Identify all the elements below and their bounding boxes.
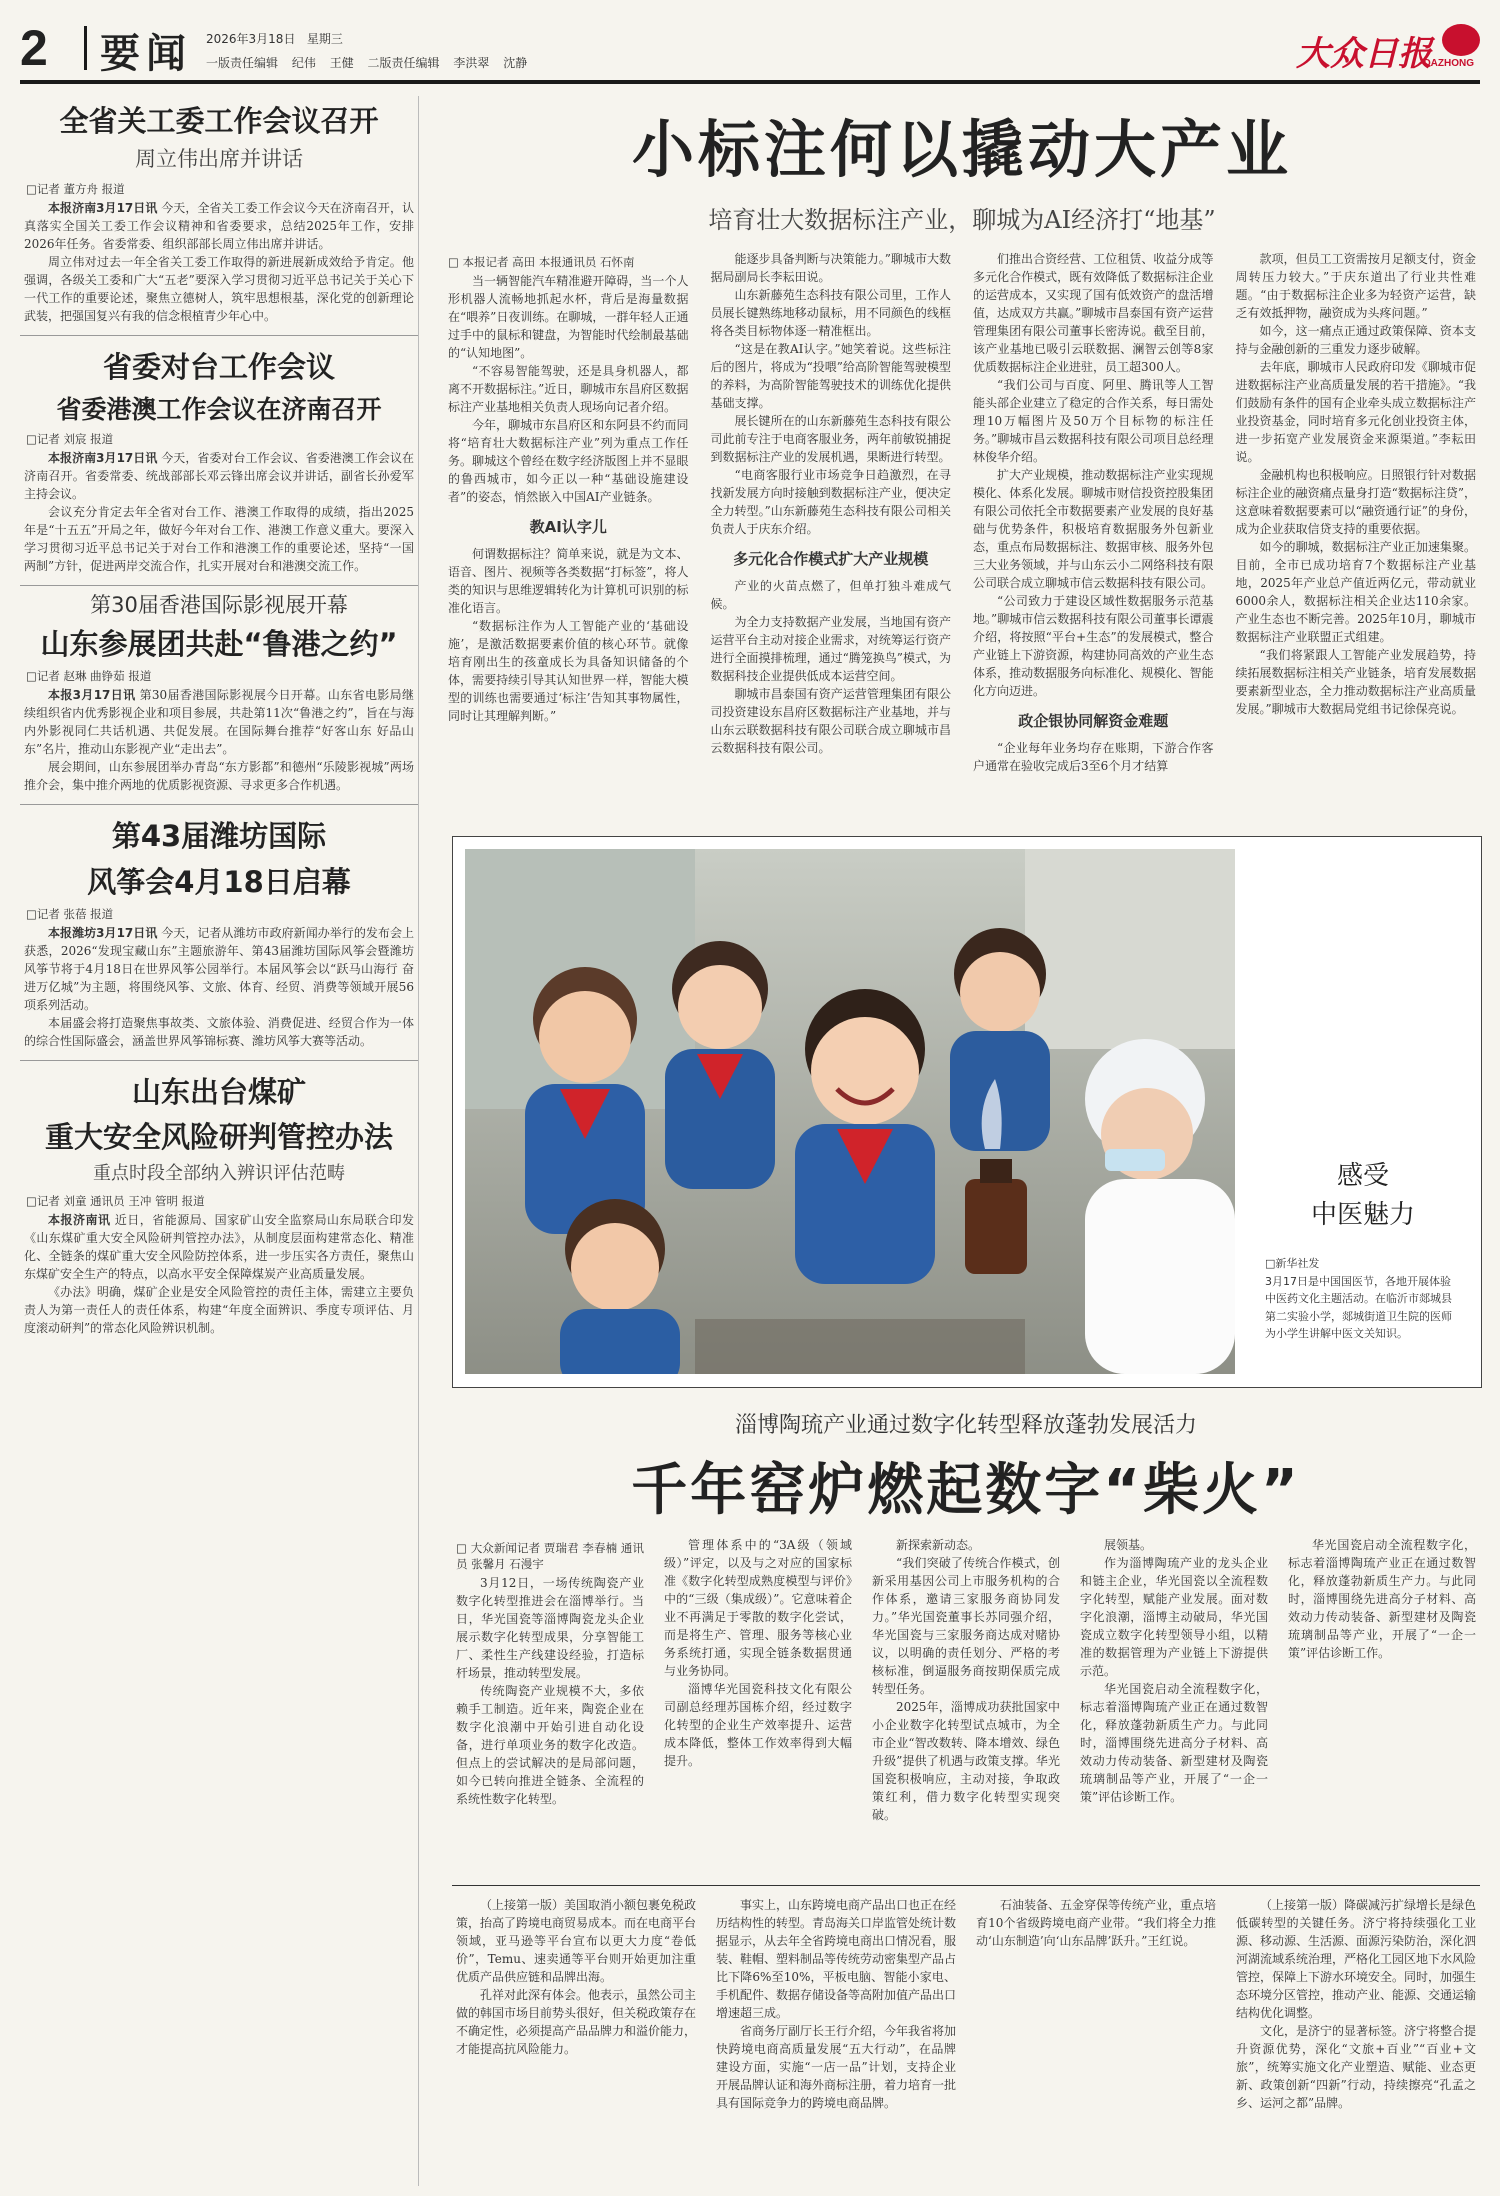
lead-subheadline: 培育壮大数据标注产业，聊城为AI经济打“地基” bbox=[708, 206, 1216, 234]
lead-headline: 小标注何以撬动大产业 bbox=[631, 113, 1292, 186]
article-paragraph: 去年底，聊城市人民政府印发《聊城市促进数据标注产业高质量发展的若干措施》。“我们鼓励有条件的国有企业牵头成立数据标注产业投资基金，同时培育多元化创业投资主体，进一步拓宽产业发展资金来源渠道。”李耘田说。 bbox=[1235, 360, 1476, 464]
photo-caption-title bbox=[1273, 1157, 1453, 1235]
article-paragraph: 今天，全省关工委工作会议今天在济南召开，认真落实全国关工委工作会议精神和省委要求，总结2025年工作，安排2026年任务。省委常委、组织部部长周立伟出席并讲话。 bbox=[24, 201, 414, 252]
feature-byline: □ 大众新闻记者 贾瑞君 李春楠 通讯员 张馨月 石漫宇 bbox=[456, 1541, 644, 1571]
article-body bbox=[24, 686, 414, 794]
article-paragraph: 会议充分肯定去年全省对台工作、港澳工作取得的成绩，指出2025年是“十五五”开局之年，做好今年对台工作、港澳工作意义重大。要深入学习贯彻习近平总书记关于对台工作和港澳工作的重要论述，坚持“一国两制”方针，促进两岸交流合作，扎实开展对台和港澳交流工作。 bbox=[24, 505, 414, 574]
article-byline: □记者 刘童 通讯员 王冲 管明 报道 bbox=[26, 1194, 205, 1209]
article-paragraph: “企业每年业务均存在账期，下游合作客户通常在验收完成后3至6个月才结算 bbox=[973, 741, 1214, 773]
article-title: 山东出台煤矿 bbox=[131, 1074, 306, 1109]
photo-caption-text: 3月17日是中国国医节，各地开展体验中医药文化主题活动。在临沂市郯城县第二实验小学，郯城街道卫生院的医师为小学生讲解中医文关知识。 bbox=[1265, 1274, 1452, 1341]
lead-byline: □ 本报记者 高田 本报通讯员 石怀南 bbox=[448, 255, 635, 269]
article-kite-festival bbox=[20, 811, 418, 1049]
continuation-column-3 bbox=[976, 1896, 1216, 2186]
article-paragraph: 孔祥对此深有体会。他表示，虽然公司主做的韩国市场目前势头很好，但关税政策存在不确定性，必须提高产品品牌力和溢价能力，才能提高抗风险能力。 bbox=[456, 1988, 696, 2056]
lead-section-heading: 教AI认字儿 bbox=[529, 518, 607, 536]
feature-column-5 bbox=[1288, 1536, 1476, 1870]
article-paragraph: 当一辆智能汽车精准避开障碍，当一个人形机器人流畅地抓起水杯，背后是海量数据在“喂养”日夜训练。在聊城，一群年轻人正通过手中的鼠标和键盘，为智能时代绘制最基础的“认知地图”。 bbox=[448, 274, 689, 360]
article-paragraph: “公司致力于建设区域性数据服务示范基地。”聊城市信云数据科技有限公司董事长谭震介绍，将按照“平台+生态”的发展模式，整合产业链上下游资源，构建协同高效的产业生态体系，推动数据服务向标准化、规模化、智能化方向迈进。 bbox=[973, 594, 1214, 698]
newspaper-brand-en: DAZHONG bbox=[1423, 58, 1474, 69]
article-paragraph: 今年，聊城市东昌府区和东阿县不约而同将“培育壮大数据标注产业”列为重点工作任务。聊城这个曾经在数字经济版图上并不显眼的鲁西城市，如今正以一种“基础设施建设者”的姿态，悄然嵌入中国AI产业链条。 bbox=[448, 418, 689, 504]
article-paragraph: 周立伟对过去一年全省关工委工作取得的新进展新成效给予肯定。他强调，各级关工委和广大“五老”要深入学习贯彻习近平总书记关于关心下一代工作的重要论述，聚焦立德树人，筑牢思想根基，深化党的创新理论武装，把强国复兴有我的信念根植青少年心中。 bbox=[24, 255, 414, 324]
article-subtitle: 周立伟出席并讲话 bbox=[135, 147, 303, 172]
article-paragraph: 文化，是济宁的显著标签。济宁将整合提升资源优势，深化“文旅+百业”“百业+文旅”，统筹实施文化产业塑造、赋能、业态更新、政策创新“四新”行动，持续擦亮“孔孟之乡、运河之都”品牌。 bbox=[1236, 2024, 1476, 2110]
lead-story bbox=[444, 100, 1480, 820]
article-paragraph: 款项，但员工工资需按月足额支付，资金周转压力较大。”于庆东道出了行业共性难题。“由于数据标注企业多为轻资产运营，缺乏有效抵押物，融资成为头疼问题。” bbox=[1235, 252, 1476, 320]
article-paragraph: 《办法》明确，煤矿企业是安全风险管控的责任主体，需建立主要负责人为第一责任人的责任体系，构建“年度全面辨识、季度专项评估、月度滚动研判”的常态化风险辨识机制。 bbox=[24, 1285, 414, 1336]
article-subtitle: 重点时段全部纳入辨识评估范畴 bbox=[93, 1163, 345, 1185]
section-name: 要闻 bbox=[100, 31, 192, 77]
article-paragraph: 山东新藤苑生态科技有限公司里，工作人员展长键熟练地移动鼠标，用不同颜色的线框将各类目标物体逐一精准框出。 bbox=[710, 288, 951, 338]
article-paragraph: 3月12日，一场传统陶瓷产业数字化转型推进会在淄博举行。当日，华光国瓷等淄博陶瓷龙头企业展示数字化转型成果，分享智能工厂、柔性生产线建设经验，打造标杆场景，推动转型发展。 bbox=[456, 1576, 644, 1680]
article-dateline: 本报济南3月17日讯 bbox=[48, 201, 158, 216]
article-paragraph: “我们将紧跟人工智能产业发展趋势，持续拓展数据标注相关产业链条，培育发展数据要素新型业态，全力推动数据标注产业高质量发展。”聊城市大数据局党组书记徐保亮说。 bbox=[1235, 648, 1476, 716]
article-paragraph: 金融机构也积极响应。日照银行针对数据标注企业的融资痛点量身打造“数据标注贷”，这意味着数据要素可以“融资通行证”的身份，成为企业获取信贷支持的重要依据。 bbox=[1235, 468, 1476, 536]
article-paragraph: 石油装备、五金穿保等传统产业，重点培育10个省级跨境电商产业带。“我们将全力推动‘山东制造’向‘山东品牌’跃升。”王红说。 bbox=[976, 1898, 1216, 1948]
article-paragraph: “数据标注作为人工智能产业的‘基础设施’，是激活数据要素价值的核心环节。就像培育刚出生的孩童成长为具备知识储备的个体，需要持续引导其认知世界一样，智能大模型的训练也需要通过‘标注’告知其事物属性，同时让其理解判断。” bbox=[448, 619, 689, 723]
article-paragraph: 传统陶瓷产业规模不大，多依赖手工制造。近年来，陶瓷企业在数字化浪潮中开始引进自动化设备，进行单项业务的数字化改造。但点上的尝试解决的是局部问题，如今已转向推进全链条、全流程的系统性数字化转型。 bbox=[456, 1684, 644, 1806]
article-paragraph: 作为淄博陶琉产业的龙头企业和链主企业，华光国瓷以全流程数字化转型，赋能产业发展。面对数字化浪潮，淄博主动破局，华光国瓷成立数字化转型领导小组，以精准的数据管理为产业链上下游提供示范。 bbox=[1080, 1556, 1268, 1678]
news-photo bbox=[465, 849, 1235, 1374]
article-duitai bbox=[20, 342, 418, 575]
article-paragraph: 如今，这一痛点正通过政策保障、资本支持与金融创新的三重发力逐步破解。 bbox=[1235, 324, 1476, 356]
article-byline: □记者 董方舟 报道 bbox=[26, 182, 125, 197]
left-news-column bbox=[20, 96, 419, 2186]
feature-headline: 千年窑炉燃起数字“柴火” bbox=[631, 1458, 1301, 1523]
article-paragraph: 2025年，淄博成功获批国家中小企业数字化转型试点城市，为全市企业“智改数转、降本增效、绿色升级”提供了机遇与政策支撑。华光国瓷积极响应，主动对接，争取政策红利，借力数字化转型实现突破。 bbox=[872, 1700, 1060, 1822]
article-paragraph: 今天，省委对台工作会议、省委港澳工作会议在济南召开。省委常委、统战部部长邓云锋出席会议并讲话，副省长孙爱军主持会议。 bbox=[24, 451, 414, 502]
newspaper-logo-icon bbox=[1442, 24, 1480, 56]
article-divider bbox=[20, 804, 418, 805]
article-title-line2: 省委港澳工作会议在济南召开 bbox=[56, 395, 382, 425]
feature-column-4 bbox=[1080, 1536, 1268, 1870]
lead-column-4 bbox=[1236, 250, 1477, 820]
editor-name-4: 沈静 bbox=[503, 56, 528, 70]
article-title: 第43届潍坊国际 bbox=[111, 819, 327, 854]
article-paragraph: 为全力支持数据产业发展，当地国有资产运营平台主动对接企业需求，对统筹运行资产进行全面摸排梳理，通过“腾笼换鸟”模式，为数据科技企业提供低成本运营空间。 bbox=[710, 615, 951, 683]
article-byline: □记者 赵琳 曲铮茹 报道 bbox=[26, 669, 152, 684]
editor-label-1: 一版责任编辑 bbox=[206, 56, 279, 70]
article-divider bbox=[20, 585, 418, 586]
article-paragraph: 展领基。 bbox=[1104, 1538, 1153, 1552]
student-figure bbox=[795, 989, 935, 1284]
article-body bbox=[24, 449, 414, 575]
article-coal-safety bbox=[20, 1067, 418, 1337]
article-divider bbox=[20, 1060, 418, 1061]
continuation-strip bbox=[452, 1885, 1480, 2196]
photo-illustration bbox=[465, 849, 1235, 1374]
photo-caption bbox=[1265, 1255, 1461, 1343]
lead-section-heading: 政企银协同解资金难题 bbox=[1018, 712, 1169, 730]
news-photo-box bbox=[452, 836, 1482, 1388]
article-title-line2: 风筝会4月18日启幕 bbox=[87, 864, 351, 899]
article-dateline: 本报济南3月17日讯 bbox=[48, 451, 158, 466]
article-paragraph: 能逐步具备判断与决策能力。”聊城市大数据局副局长李耘田说。 bbox=[710, 252, 951, 284]
feature-column-3 bbox=[872, 1536, 1060, 1870]
article-paragraph: 产业的火苗点燃了，但单打独斗难成气候。 bbox=[710, 579, 951, 611]
article-paragraph: 今天，记者从潍坊市政府新闻办举行的发布会上获悉，2026“发现宝藏山东”主题旅游年、第43届潍坊国际风筝会暨潍坊风筝节将于4月18日在世界风筝公园举行。本届风筝会以“跃马山海行 奋进万亿城”为主题，将围绕风筝、文旅、体育、经贸、消费等领域开展56项系列活动。 bbox=[24, 925, 414, 1012]
editor-label-2: 二版责任编辑 bbox=[367, 56, 440, 70]
article-guanggongwei bbox=[20, 96, 418, 325]
article-paragraph: 华光国瓷启动全流程数字化，标志着淄博陶琉产业正在通过数智化，释放蓬勃新质生产力。与此同时，淄博围绕先进高分子材料、高效动力传动装备、新型建材及陶瓷琉璃制品等产业，开展了“一企一策”评估诊断工作。 bbox=[1080, 1682, 1268, 1804]
article-paragraph: “不容易智能驾驶，还是具身机器人，都离不开数据标注。”近日，聊城市东昌府区数据标注产业基地相关负责人现场向记者介绍。 bbox=[448, 364, 689, 414]
editor-name-2: 王健 bbox=[329, 56, 354, 70]
article-paragraph: “电商客服行业市场竞争日趋激烈，在寻找新发展方向时接触到数据标注产业，便决定全力转型。”山东新藤苑生态科技有限公司相关负责人于庆东介绍。 bbox=[710, 468, 951, 536]
student-figure bbox=[525, 967, 645, 1234]
issue-date: 2026年3月18日 bbox=[206, 32, 296, 46]
lead-body-columns bbox=[444, 250, 1480, 820]
article-divider bbox=[20, 335, 418, 336]
issue-date-line bbox=[206, 30, 343, 47]
article-byline: □记者 刘宸 报道 bbox=[26, 432, 114, 447]
article-paragraph: 展长键所在的山东新藤苑生态科技有限公司此前专注于电商客服业务，两年前敏锐捕捉到数据标注产业的发展机遇，果断进行转型。 bbox=[710, 414, 951, 464]
article-paragraph: 本届盛会将打造聚焦事故类、文旅体验、消费促进、经贸合作为一体的综合性国际盛会，涵盖世界风筝锦标赛、潍坊风筝大赛等活动。 bbox=[24, 1015, 414, 1048]
article-paragraph: 第30届香港国际影视展今日开幕。山东省电影局继续组织省内优秀影视企业和项目参展，共赴第11次“鲁港之约”，旨在与海内外影视同仁共话机遇、共促发展。在国际舞台推荐“好客山东 好品山东”名片，推动山东影视产业“走出去”。 bbox=[24, 688, 414, 757]
article-byline: □记者 张蓓 报道 bbox=[26, 906, 114, 921]
article-paragraph: 省商务厅副厅长王行介绍，今年我省将加快跨境电商高质量发展“五大行动”，在品牌建设方面，实施“一店一品”计划，支持企业开展品牌认证和海外商标注册，着力培育一批具有国际竞争力的跨境电商品牌。 bbox=[716, 2024, 956, 2110]
student-figure bbox=[665, 941, 775, 1189]
feature-column-2 bbox=[664, 1536, 852, 1870]
article-paragraph: （上接第一版）降碳减污扩绿增长是绿色低碳转型的关键任务。济宁将持续强化工业源、移动源、生活源、面源污染防治，深化泗河湖流域系统治理，严格化工园区地下水风险管控，保障上下游水环境安全。同时，加强生态环境分区管控，推动产业、能源、交通运输结构优化调整。 bbox=[1236, 1898, 1476, 2020]
lead-column-1 bbox=[448, 250, 689, 820]
article-paragraph: “这是在教AI认字。”她笑着说。这些标注后的图片，将成为“投喂”给高阶智能驾驶模型的养料，为高阶智能驾驶技术的训练优化提供基础支撑。 bbox=[710, 342, 951, 410]
article-paragraph: 扩大产业规模，推动数据标注产业实现规模化、体系化发展。聊城市财信投资控股集团有限公司依托全市数据要素产业发展的良好基础与优势条件，积极培育数据服务外包新业态，重点布局数据标注、数据审核、服务外包三大业务领域，并与山东云小二网络科技有限公司联合成立聊城市信云数据科技有限公司。 bbox=[973, 468, 1214, 590]
article-title: 山东参展团共赴“鲁港之约” bbox=[40, 627, 398, 662]
editor-name-1: 纪伟 bbox=[291, 56, 316, 70]
article-title: 全省关工委工作会议召开 bbox=[59, 104, 379, 138]
article-paragraph: 事实上，山东跨境电商产品出口也正在经历结构性的转型。青岛海关口岸监管处统计数据显示，从去年全省跨境电商出口情况看，服装、鞋帽、塑料制品等传统劳动密集型产品占比下降6%至10%，平板电脑、智能小家电、手机配件、数据存储设备等高附加值产品出口增速超三成。 bbox=[716, 1898, 956, 2020]
article-paragraph: 管理体系中的“3A级（领域级）”评定，以及与之对应的国家标准《数字化转型成熟度模型与评价》中的“三级（集成级）”。它意味着企业不再满足于零散的数字化尝试，而是将生产、管理、服务等核心业务系统打通，实现全链条数据贯通与业务协同。 bbox=[664, 1538, 852, 1678]
article-paragraph: 展会期间，山东参展团举办青岛“东方影都”和德州“乐陵影视城”两场推介会，集中推介两地的优质影视资源、寻求更多合作机遇。 bbox=[24, 760, 414, 793]
continuation-column-2 bbox=[716, 1896, 956, 2186]
article-paragraph: 如今的聊城，数据标注产业正加速集聚。目前，全市已成功培育7个数据标注产业基地，2025年产业总产值近两亿元，带动就业6000余人，数据标注相关企业达110余家。产业生态也不断完善。2025年10月，聊城市数据标注产业联盟正式组建。 bbox=[1235, 540, 1476, 644]
article-dateline: 本报济南讯 bbox=[48, 1213, 111, 1228]
article-paragraph: “我们公司与百度、阿里、腾讯等人工智能头部企业建立了稳定的合作关系，每日需处理10万幅图片及50万个目标物的标注任务。”聊城市昌云数据科技有限公司项目总经理林俊华介绍。 bbox=[973, 378, 1214, 464]
masthead-divider bbox=[84, 26, 87, 70]
page-masthead bbox=[20, 18, 1480, 84]
article-paragraph: 淄博华光国瓷科技文化有限公司副总经理苏国栋介绍，经过数字化转型的企业生产效率提升、运营成本降低，整体工作效率得到大幅提升。 bbox=[664, 1682, 852, 1768]
editor-name-3: 李洪翠 bbox=[453, 56, 490, 70]
lead-section-heading: 多元化合作模式扩大产业规模 bbox=[733, 550, 929, 568]
page-number: 2 bbox=[20, 20, 48, 76]
editors-line bbox=[206, 54, 537, 71]
lead-column-3 bbox=[973, 250, 1214, 820]
article-body bbox=[24, 1211, 414, 1337]
article-dateline: 本报潍坊3月17日讯 bbox=[48, 925, 158, 940]
issue-weekday: 星期三 bbox=[306, 32, 343, 46]
article-paragraph: 华光国瓷启动全流程数字化，标志着淄博陶琉产业正在通过数智化，释放蓬勃新质生产力。与此同时，淄博围绕先进高分子材料、高效动力传动装备、新型建材及陶瓷琉璃制品等产业，开展了“一企一策”评估诊断工作。 bbox=[1288, 1538, 1476, 1660]
newspaper-brand: 大众日报 bbox=[1296, 34, 1432, 74]
article-dateline: 本报3月17日讯 bbox=[48, 688, 136, 703]
article-body bbox=[24, 924, 414, 1050]
lead-column-2 bbox=[711, 250, 952, 820]
article-paragraph: 聊城市昌泰国有资产运营管理集团有限公司投资建设东昌府区数据标注产业基地，并与山东云联数据科技有限公司联合成立聊城市昌云数据科技有限公司。 bbox=[710, 687, 951, 755]
article-paragraph: “我们突破了传统合作模式，创新采用基因公司上市服务机构的合作体系，邀请三家服务商协同发力。”华光国瓷董事长苏同强介绍，华光国瓷与三家服务商达成对赌协议，以明确的责任划分、严格的考核标准，倒逼服务商按期保质完成转型任务。 bbox=[872, 1556, 1060, 1696]
article-paragraph: 们推出合资经营、工位租赁、收益分成等多元化合作模式，既有效降低了数据标注企业的运营成本，又实现了国有低效资产的盘活增值，达成双方共赢。”聊城市昌泰国有资产运营管理集团有限公司董事长密涛说。截至目前，该产业基地已吸引云联数据、澜智云创等8家优质数据标注企业进驻，员工超300人。 bbox=[973, 252, 1214, 374]
article-paragraph: 新探索新动态。 bbox=[896, 1538, 981, 1552]
photo-credit: □新华社发 bbox=[1265, 1257, 1320, 1270]
feature-body-columns bbox=[452, 1536, 1480, 1870]
continuation-column-4 bbox=[1236, 1896, 1476, 2186]
article-paragraph: （上接第一版）美国取消小额包裹免税政策，抬高了跨境电商贸易成本。而在电商平台领域，亚马逊等平台宣布以更大力度“卷低价”，Temu、速卖通等平台则开始更加注重优质产品供应链和品牌出海。 bbox=[456, 1898, 696, 1984]
photo-caption-title-line1: 感受 bbox=[1336, 1161, 1389, 1191]
feature-column-1 bbox=[456, 1536, 644, 1870]
feature-story bbox=[452, 1400, 1480, 1870]
article-paragraph: 近日，省能源局、国家矿山安全监察局山东局联合印发《山东煤矿重大安全风险研判管控办法》，从制度层面构建常态化、精准化、全链条的煤矿重大安全风险防控体系，进一步压实各方责任，聚焦山东煤矿安全生产的特点，以高水平安全保障煤炭产业高质量发展。 bbox=[24, 1213, 414, 1282]
article-film-expo bbox=[20, 592, 418, 794]
article-body bbox=[24, 199, 414, 325]
article-kicker: 第30届香港国际影视展开幕 bbox=[90, 593, 348, 618]
article-title-line2: 重大安全风险研判管控办法 bbox=[44, 1119, 393, 1154]
article-title: 省委对台工作会议 bbox=[102, 350, 335, 385]
article-paragraph: 何谓数据标注？简单来说，就是为文本、语音、图片、视频等各类数据“打标签”，将人类的知识与思维逻辑转化为计算机可识别的标准化语言。 bbox=[448, 547, 689, 615]
feature-kicker: 淄博陶琉产业通过数字化转型释放蓬勃发展活力 bbox=[734, 1413, 1197, 1438]
photo-caption-title-line2: 中医魅力 bbox=[1310, 1200, 1415, 1230]
continuation-column-1 bbox=[456, 1896, 696, 2186]
